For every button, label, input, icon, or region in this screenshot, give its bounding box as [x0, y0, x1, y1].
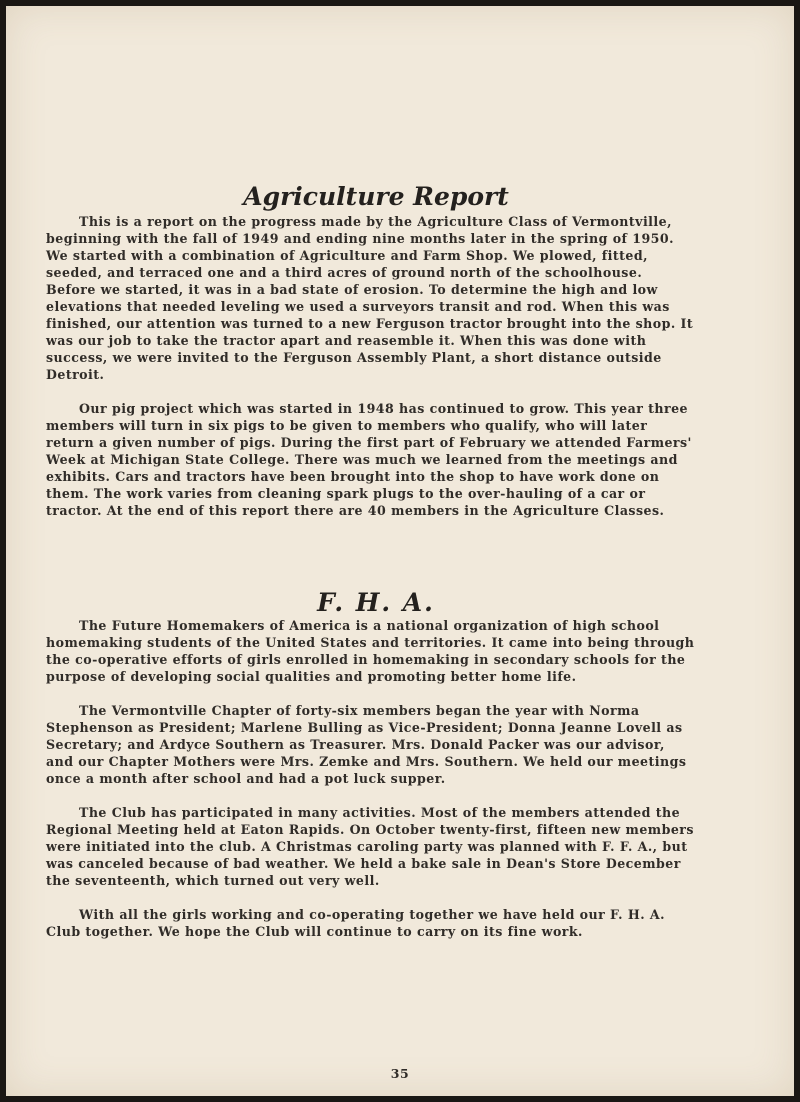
fha-section	[46, 588, 696, 940]
agriculture-report-section	[46, 182, 696, 519]
fha-paragraph-3: The Club has participated in many activities. Most of the members attended the Regional Meeting held at Eaton Rapids. On October twenty-first, fifteen new members were initiated into the club. A Christmas caroling party was planned with F. F. A., but was canceled because of bad weather. We held a bake sale in Dean's Store December the seventeenth, which turned out very well.	[46, 805, 694, 888]
fha-heading: F. H. A.	[317, 588, 435, 617]
document-page	[6, 6, 794, 1096]
page-number: 35	[390, 1066, 410, 1081]
agriculture-report-heading: Agriculture Report	[243, 182, 509, 211]
agriculture-paragraph-2: Our pig project which was started in 1948 has continued to grow. This year three members will turn in six pigs to be given to members who qualify, who will later return a given number of pigs. During the first part of February we attended Farmers' Week at Michigan State College. There was much we learned from the meetings and exhibits. Cars and tractors have been brought into the shop to have work done on them. The work varies from cleaning spark plugs to the over-hauling of a car or tractor. At the end of this report there are 40 members in the Agriculture Classes.	[46, 401, 692, 518]
agriculture-paragraph-1: This is a report on the progress made by the Agriculture Class of Vermontville, beginning with the fall of 1949 and ending nine months later in the spring of 1950. We started with a combination of Agriculture and Farm Shop. We plowed, fitted, seeded, and terraced one and a third acres of ground north of the schoolhouse. Before we started, it was in a bad state of erosion. To determine the high and low elevations that needed leveling we used a surveyors transit and rod. When this was finished, our attention was turned to a new Ferguson tractor brought into the shop. It was our job to take the tractor apart and reasemble it. When this was done with success, we were invited to the Ferguson Assembly Plant, a short distance outside Detroit.	[46, 214, 694, 382]
fha-body	[46, 617, 696, 940]
fha-paragraph-1: The Future Homemakers of America is a national organization of high school homemaking students of the United States and territories. It came into being through the co-operative efforts of girls enrolled in homemaking in secondary schools for the purpose of developing social qualities and promoting better home life.	[46, 618, 695, 684]
agriculture-report-body	[46, 213, 696, 519]
fha-paragraph-4: With all the girls working and co-operating together we have held our F. H. A. Club together. We hope the Club will continue to carry on its fine work.	[46, 907, 665, 939]
fha-paragraph-2: The Vermontville Chapter of forty-six members began the year with Norma Stephenson as President; Marlene Bulling as Vice-President; Donna Jeanne Lovell as Secretary; and Ardyce Southern as Treasurer. Mrs. Donald Packer was our advisor, and our Chapter Mothers were Mrs. Zemke and Mrs. Southern. We held our meetings once a month after school and had a pot luck supper.	[46, 703, 687, 786]
